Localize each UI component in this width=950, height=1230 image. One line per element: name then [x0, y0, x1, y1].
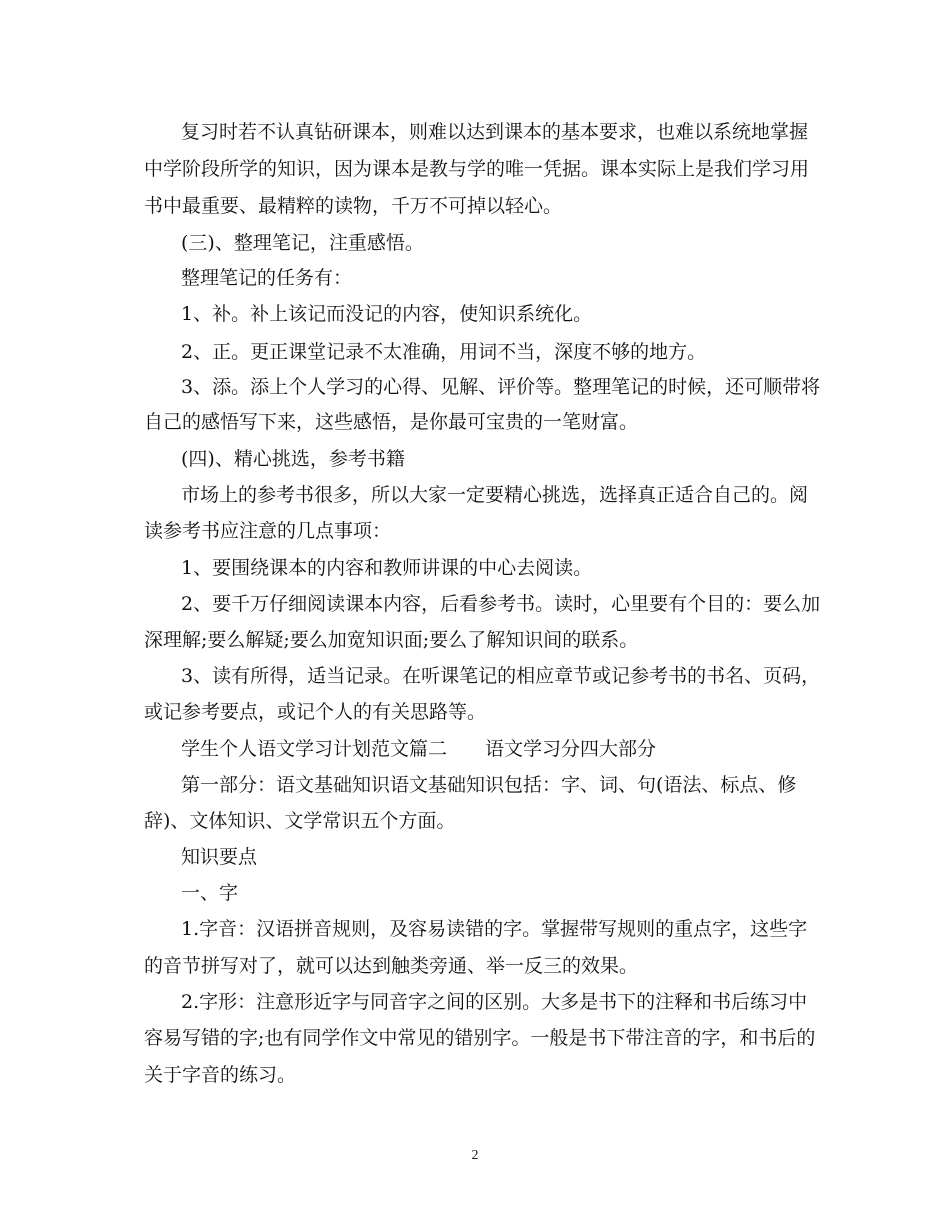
- text-line: 复习时若不认真钻研课本，则难以达到课本的基本要求，也难以系统地掌握: [181, 121, 809, 143]
- list-item: 1、要围绕课本的内容和教师讲课的中心去阅读。: [181, 557, 593, 579]
- text-line: 或记参考要点，或记个人的有关思路等。: [144, 701, 487, 723]
- section-heading: (三)、整理笔记，注重感悟。: [181, 232, 424, 254]
- list-item: 1、补。补上该记而没记的内容，使知识系统化。: [181, 303, 593, 325]
- text-line: 关于字音的练习。: [144, 1064, 297, 1086]
- text-line: 深理解;要么解疑;要么加宽知识面;要么了解知识间的联系。: [144, 629, 639, 651]
- text-line: 自己的感悟写下来，这些感悟，是你最可宝贵的一笔财富。: [144, 411, 639, 433]
- section-heading: (四)、精心挑选，参考书籍: [181, 448, 405, 470]
- text-line: 市场上的参考书很多，所以大家一定要精心挑选，选择真正适合自己的。阅: [181, 484, 809, 506]
- text-line: 辞)、文体知识、文学常识五个方面。: [144, 810, 456, 832]
- list-item: 2、要千万仔细阅读课本内容，后看参考书。读时，心里要有个目的：要么加: [181, 593, 821, 615]
- list-item: 1.字音：汉语拼音规则，及容易读错的字。掌握带写规则的重点字，这些字: [181, 918, 808, 940]
- text-line: 的音节拼写对了，就可以达到触类旁通、举一反三的效果。: [144, 955, 639, 977]
- section-title: 学生个人语文学习计划范文篇二 语文学习分四大部分: [181, 738, 657, 760]
- list-item: 2、正。更正课堂记录不太准确，用词不当，深度不够的地方。: [181, 341, 707, 363]
- page-number: 2: [471, 1148, 479, 1163]
- list-item: 3、读有所得，适当记录。在听课笔记的相应章节或记参考书的书名、页码，: [181, 665, 821, 687]
- text-line: 容易写错的字;也有同学作文中常见的错别字。一般是书下带注音的字，和书后的: [144, 1027, 816, 1049]
- section-heading: 一、字: [181, 882, 239, 904]
- list-item: 3、添。添上个人学习的心得、见解、评价等。整理笔记的时候，还可顺带将: [181, 376, 821, 398]
- text-line: 读参考书应注意的几点事项：: [144, 520, 392, 542]
- text-line: 整理笔记的任务有：: [181, 267, 353, 289]
- list-item: 2.字形：注意形近字与同音字之间的区别。大多是书下的注释和书后练习中: [181, 991, 808, 1013]
- section-heading: 知识要点: [181, 846, 258, 868]
- text-line: 中学阶段所学的知识，因为课本是教与学的唯一凭据。课本实际上是我们学习用: [144, 158, 810, 180]
- text-line: 第一部分：语文基础知识语文基础知识包括：字、词、句(语法、标点、修: [181, 774, 797, 796]
- text-line: 书中最重要、最精粹的读物，千万不可掉以轻心。: [144, 195, 563, 217]
